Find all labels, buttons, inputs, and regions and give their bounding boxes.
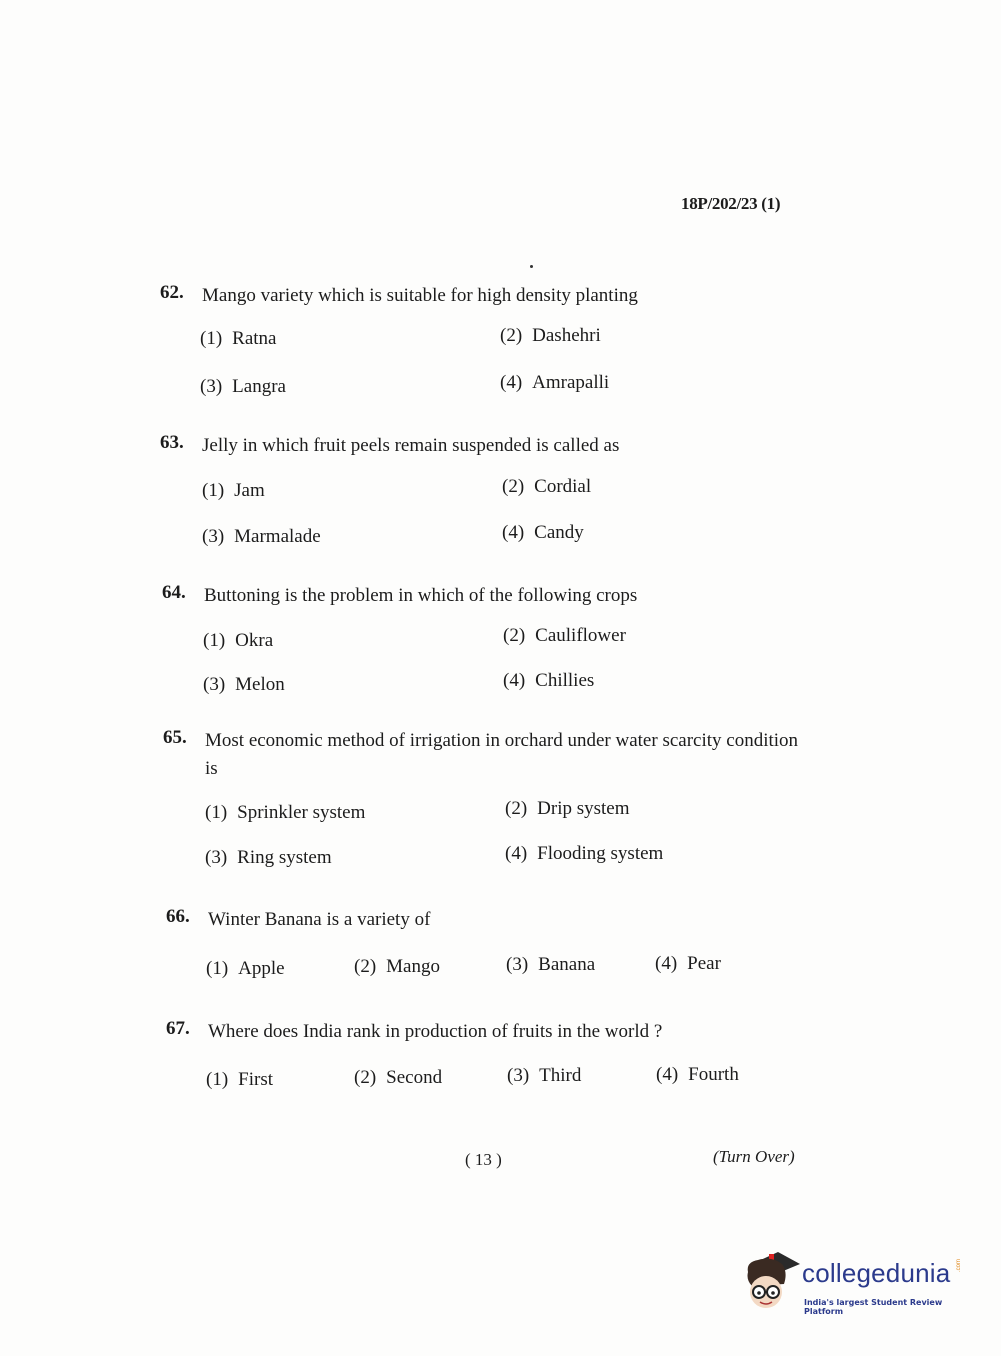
option <box>205 802 365 824</box>
option <box>206 958 285 980</box>
option-number: (3) <box>506 954 529 975</box>
option <box>203 674 285 696</box>
paper-code: 18P/202/23 (1) <box>681 194 781 213</box>
option-number: (1) <box>203 630 226 651</box>
mascot-icon <box>742 1250 800 1312</box>
question-number: 62. <box>160 282 184 303</box>
question-text: Where does India rank in production of fruits in the world ? <box>208 1021 663 1042</box>
option-text: Apple <box>238 958 285 979</box>
option <box>202 526 321 548</box>
option-text: Flooding system <box>537 843 664 864</box>
option <box>656 1064 739 1086</box>
option-number: (4) <box>505 843 528 864</box>
option <box>205 847 332 869</box>
question-text: Mango variety which is suitable for high density planting <box>202 285 638 306</box>
question-text: Winter Banana is a variety of <box>208 909 431 930</box>
option-text: Third <box>539 1065 582 1086</box>
option <box>354 956 440 978</box>
option-text: Cauliflower <box>535 625 626 646</box>
option-text: Pear <box>687 953 721 974</box>
option-text: Langra <box>232 376 286 397</box>
option <box>354 1067 442 1089</box>
option <box>655 953 721 975</box>
option <box>200 376 286 398</box>
option <box>503 670 594 692</box>
option <box>502 476 591 498</box>
logo-domain: .com <box>956 1258 962 1272</box>
question-text: Most economic method of irrigation in orchard under water scarcity condition is <box>205 730 799 779</box>
option <box>502 522 584 544</box>
option-number: (2) <box>500 325 523 346</box>
scan-speck <box>530 265 533 268</box>
option-number: (3) <box>203 674 226 695</box>
logo-wordmark: collegedunia <box>802 1258 951 1288</box>
option <box>506 954 595 976</box>
option-number: (4) <box>502 522 525 543</box>
option-text: Ring system <box>237 847 332 868</box>
option <box>500 372 609 394</box>
option <box>505 798 630 820</box>
option-text: First <box>238 1069 274 1090</box>
option-number: (1) <box>206 958 229 979</box>
option-number: (2) <box>505 798 528 819</box>
option-text: Okra <box>235 630 274 651</box>
option <box>203 630 273 652</box>
option-number: (3) <box>200 376 223 397</box>
option-number: (2) <box>503 625 526 646</box>
option-number: (1) <box>205 802 228 823</box>
option-text: Candy <box>534 522 584 543</box>
option-text: Fourth <box>688 1064 739 1085</box>
option <box>503 625 626 647</box>
question-text: Jelly in which fruit peels remain suspended is called as <box>202 435 620 456</box>
option-number: (3) <box>205 847 228 868</box>
option-text: Marmalade <box>234 526 321 547</box>
question-number: 67. <box>166 1018 190 1039</box>
question-number: 65. <box>163 727 187 748</box>
option-number: (4) <box>503 670 526 691</box>
option-text: Drip system <box>537 798 630 819</box>
option-text: Jam <box>234 480 265 501</box>
option <box>507 1065 581 1087</box>
question-number: 64. <box>162 582 186 603</box>
option-text: Amrapalli <box>532 372 610 393</box>
logo-tagline: India's largest Student Review Platform <box>804 1298 943 1316</box>
option <box>500 325 601 347</box>
collegedunia-watermark <box>742 1250 972 1320</box>
option-number: (1) <box>200 328 223 349</box>
option-number: (2) <box>502 476 525 497</box>
question-number: 63. <box>160 432 184 453</box>
option-text: Cordial <box>534 476 592 497</box>
option-number: (1) <box>206 1069 229 1090</box>
option-number: (4) <box>500 372 523 393</box>
option <box>206 1069 273 1091</box>
page-number: ( 13 ) <box>465 1150 502 1169</box>
option-text: Dashehri <box>532 325 601 346</box>
option-text: Melon <box>235 674 285 695</box>
option-number: (2) <box>354 956 377 977</box>
option-text: Chillies <box>535 670 595 691</box>
option <box>505 843 663 865</box>
option-text: Sprinkler system <box>237 802 366 823</box>
option <box>200 328 276 350</box>
question-text: Buttoning is the problem in which of the following crops <box>204 585 638 606</box>
option-number: (4) <box>655 953 678 974</box>
option-number: (4) <box>656 1064 679 1085</box>
option-number: (3) <box>202 526 225 547</box>
option <box>202 480 265 502</box>
option-text: Mango <box>386 956 440 977</box>
option-number: (2) <box>354 1067 377 1088</box>
option-text: Banana <box>538 954 596 975</box>
option-text: Ratna <box>232 328 277 349</box>
option-number: (1) <box>202 480 225 501</box>
option-text: Second <box>386 1067 443 1088</box>
turn-over-note: (Turn Over) <box>713 1147 795 1166</box>
option-number: (3) <box>507 1065 530 1086</box>
question-number: 66. <box>166 906 190 927</box>
